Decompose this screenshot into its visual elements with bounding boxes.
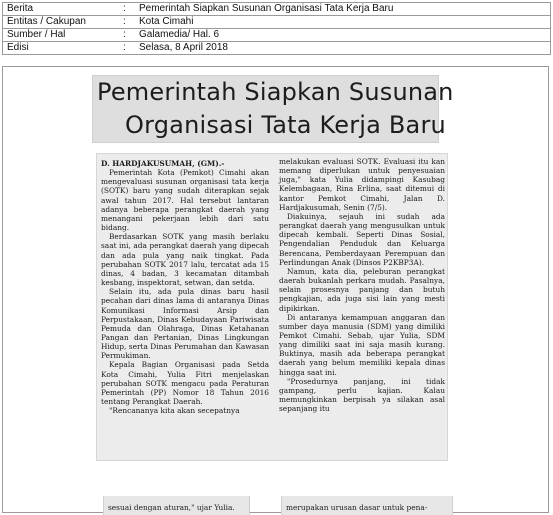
article-column-left — [101, 159, 269, 415]
article-paragraph: "Prosedurnya panjang, ini tidak gampang, perlu kajian. Kalau memungkinkan berpisah ya silakan asal sepanjang itu — [279, 376, 445, 414]
article-body — [96, 153, 448, 461]
metadata-row-sumber — [3, 29, 550, 42]
article-paragraph: Namun, kata dia, peleburan perangkat daerah bukanlah perkara mudah. Pasalnya, selain prosesnya panjang dan butuh pengkajian, ada juga sisi lain yang mesti dipikirkan. — [279, 266, 445, 313]
metadata-separator: : — [123, 16, 126, 27]
article-paragraph: Kepala Bagian Organisasi pada Setda Kota Cimahi, Yulia Fitri menjelaskan perubahan SOTK mengacu pada Peraturan Pemerintah (PP) Nomor 18 Tahun 2016 tentang Perangkat Daerah. — [101, 360, 269, 407]
article-paragraph: Pemerintah Kota (Pemkot) Cimahi akan mengevaluasi susunan organisasi tata kerja (SOTK) baru yang sudah diterapkan sejak awal tahun 2017. Hal tersebut lantaran adanya beberapa perangkat daerah yang menangani pekerjaan lebih dari satu bidang. — [101, 168, 269, 233]
article-paragraph: melakukan evaluasi SOTK. Evaluasi itu kan memang diperlukan untuk penyesuaian juga," kata Yulia didampingi Kasubag Kelembagaan, Rina Erlina, saat ditemui di kantor Pemkot Cimahi, Jalan D. Hardjakusumah, Senin (7/5). — [279, 157, 445, 212]
metadata-separator: : — [123, 42, 126, 53]
headline-box — [92, 75, 454, 143]
continuation-snippet-right: merupakan urusan dasar untuk pena- — [281, 496, 453, 515]
metadata-row-berita — [3, 3, 550, 16]
metadata-table — [2, 2, 551, 55]
metadata-row-edisi — [3, 42, 550, 55]
headline-line-2: Organisasi Tata Kerja Baru — [125, 111, 446, 139]
headline-line-1: Pemerintah Siapkan Susunan — [97, 78, 454, 106]
article-paragraph: "Rencananya kita akan secepatnya — [109, 406, 240, 416]
article-paragraph — [101, 159, 269, 168]
metadata-label: Sumber / Hal — [7, 29, 66, 40]
continuation-snippet-left: sesuai dengan aturan," ujar Yulia. — [103, 496, 250, 515]
article-paragraph: Di antaranya kemampuan anggaran dan sumber daya manusia (SDM) yang dimiliki Pemkot Cimahi. Sebab, ujar Yulia, SDM yang dimiliki saat ini saja masih kurang. Buktinya, masih ada beberapa perangkat daerah yang belum memiliki kepala dinas hingga saat ini. — [279, 312, 445, 377]
metadata-row-entitas — [3, 16, 550, 29]
metadata-value: Selasa, 8 April 2018 — [139, 42, 228, 53]
byline: D. HARDJAKUSUMAH, (GM).- — [101, 159, 225, 168]
metadata-label: Edisi — [7, 42, 29, 53]
metadata-value: Pemerintah Siapkan Susunan Organisasi Tata Kerja Baru — [139, 3, 394, 14]
article-column-right — [279, 157, 445, 413]
metadata-separator: : — [123, 29, 126, 40]
metadata-separator: : — [123, 3, 126, 14]
metadata-label: Entitas / Cakupan — [7, 16, 86, 27]
article-paragraph: Selain itu, ada pula dinas baru hasil pecahan dari dinas lama di antaranya Dinas Komunikasi Informasi Arsip dan Perpustakaan, Dinas Kebudayaan Pariwisata Pemuda dan Olahraga, Dinas Ketahanan Pangan dan Pertanian, Dinas Lingkungan Hidup, serta Dinas Perumahan dan Kawasan Permukiman. — [101, 287, 269, 361]
article-paragraph: Diakuinya, sejauh ini sudah ada perangkat daerah yang mengusulkan untuk dipecah kembali. Seperti Dinas Sosial, Pengendalian Penduduk dan Keluarga Berencana, Pemberdayaan Perempuan dan Perlindungan Anak (Dinsos P2KBP3A). — [279, 211, 445, 267]
metadata-value: Kota Cimahi — [139, 16, 194, 27]
metadata-label: Berita — [7, 3, 34, 14]
metadata-value: Galamedia/ Hal. 6 — [139, 29, 220, 40]
article-paragraph: Berdasarkan SOTK yang masih berlaku saat ini, ada perangkat daerah yang dipecah dan ada pula yang naik tingkat. Pada perubahan SOTK 2017 lalu, tercatat ada 15 dinas, 4 badan, 3 kecamatan ditambah kesbang, inspektorat, setwan, dan setda. — [101, 232, 269, 288]
